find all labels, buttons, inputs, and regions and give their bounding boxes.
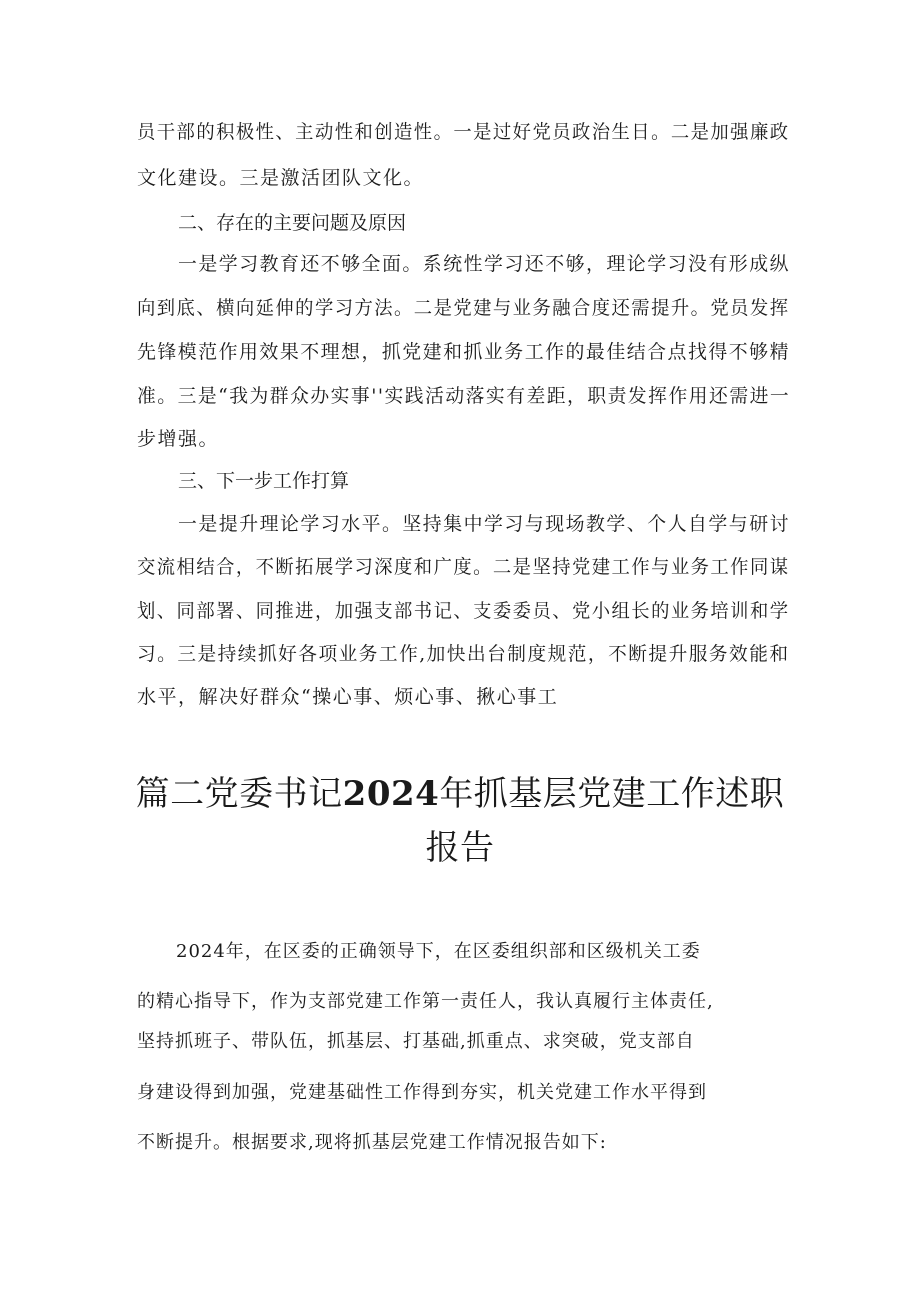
section-heading-next-steps: 三、下一步工作打算 bbox=[178, 470, 350, 492]
paragraph-line: 习。三是持续抓好各项业务工作,加快出台制度规范，不断提升服务效能和 bbox=[137, 643, 790, 665]
paragraph-line: 2024年，在区委的正确领导下，在区委组织部和区级机关工委 bbox=[176, 941, 701, 962]
paragraph-line: 身建设得到加强，党建基础性工作得到夯实，机关党建工作水平得到 bbox=[137, 1082, 707, 1103]
paragraph-line: 坚持抓班子、带队伍，抓基层、打基础,抓重点、求突破，党支部自 bbox=[137, 1031, 695, 1052]
paragraph-line: 不断提升。根据要求,现将抓基层党建工作情况报告如下: bbox=[137, 1132, 607, 1153]
paragraph-line: 交流相结合，不断拓展学习深度和广度。二是坚持党建工作与业务工作同谋 bbox=[137, 556, 790, 578]
paragraph-line: 划、同部署、同推进，加强支部书记、支委委员、党小组长的业务培训和学 bbox=[137, 600, 790, 622]
article-title-part2: 年抓基层党建工作述职 bbox=[439, 774, 785, 814]
paragraph-line: 文化建设。三是激活团队文化。 bbox=[137, 167, 425, 189]
article-title-year: 2024 bbox=[342, 774, 440, 814]
article-title-part1: 篇二党委书记 bbox=[135, 774, 343, 814]
paragraph-line: 一是学习教育还不够全面。系统性学习还不够，理论学习没有形成纵 bbox=[178, 253, 791, 275]
paragraph-line: 向到底、横向延伸的学习方法。二是党建与业务融合度还需提升。党员发挥 bbox=[137, 297, 790, 319]
paragraph-line: 员干部的积极性、主动性和创造性。一是过好党员政治生日。二是加强廉政 bbox=[137, 121, 790, 143]
article-title-line2: 报告 bbox=[425, 828, 495, 868]
section-heading-problems: 二、存在的主要问题及原因 bbox=[178, 212, 407, 234]
paragraph-line: 先锋模范作用效果不理想，抓党建和抓业务工作的最佳结合点找得不够精 bbox=[137, 341, 790, 363]
paragraph-line: 一是提升理论学习水平。坚持集中学习与现场教学、个人自学与研讨 bbox=[178, 513, 791, 535]
paragraph-line: 准。三是“我为群众办实事''实践活动落实有差距，职责发挥作用还需进一 bbox=[137, 385, 791, 407]
paragraph-line: 的精心指导下，作为支部党建工作第一责任人，我认真履行主体责任, bbox=[137, 991, 714, 1012]
article-title bbox=[0, 772, 920, 816]
paragraph-line: 步增强。 bbox=[137, 428, 220, 450]
paragraph-line: 水平，解决好群众“操心事、烦心事、揪心事工 bbox=[137, 686, 559, 708]
